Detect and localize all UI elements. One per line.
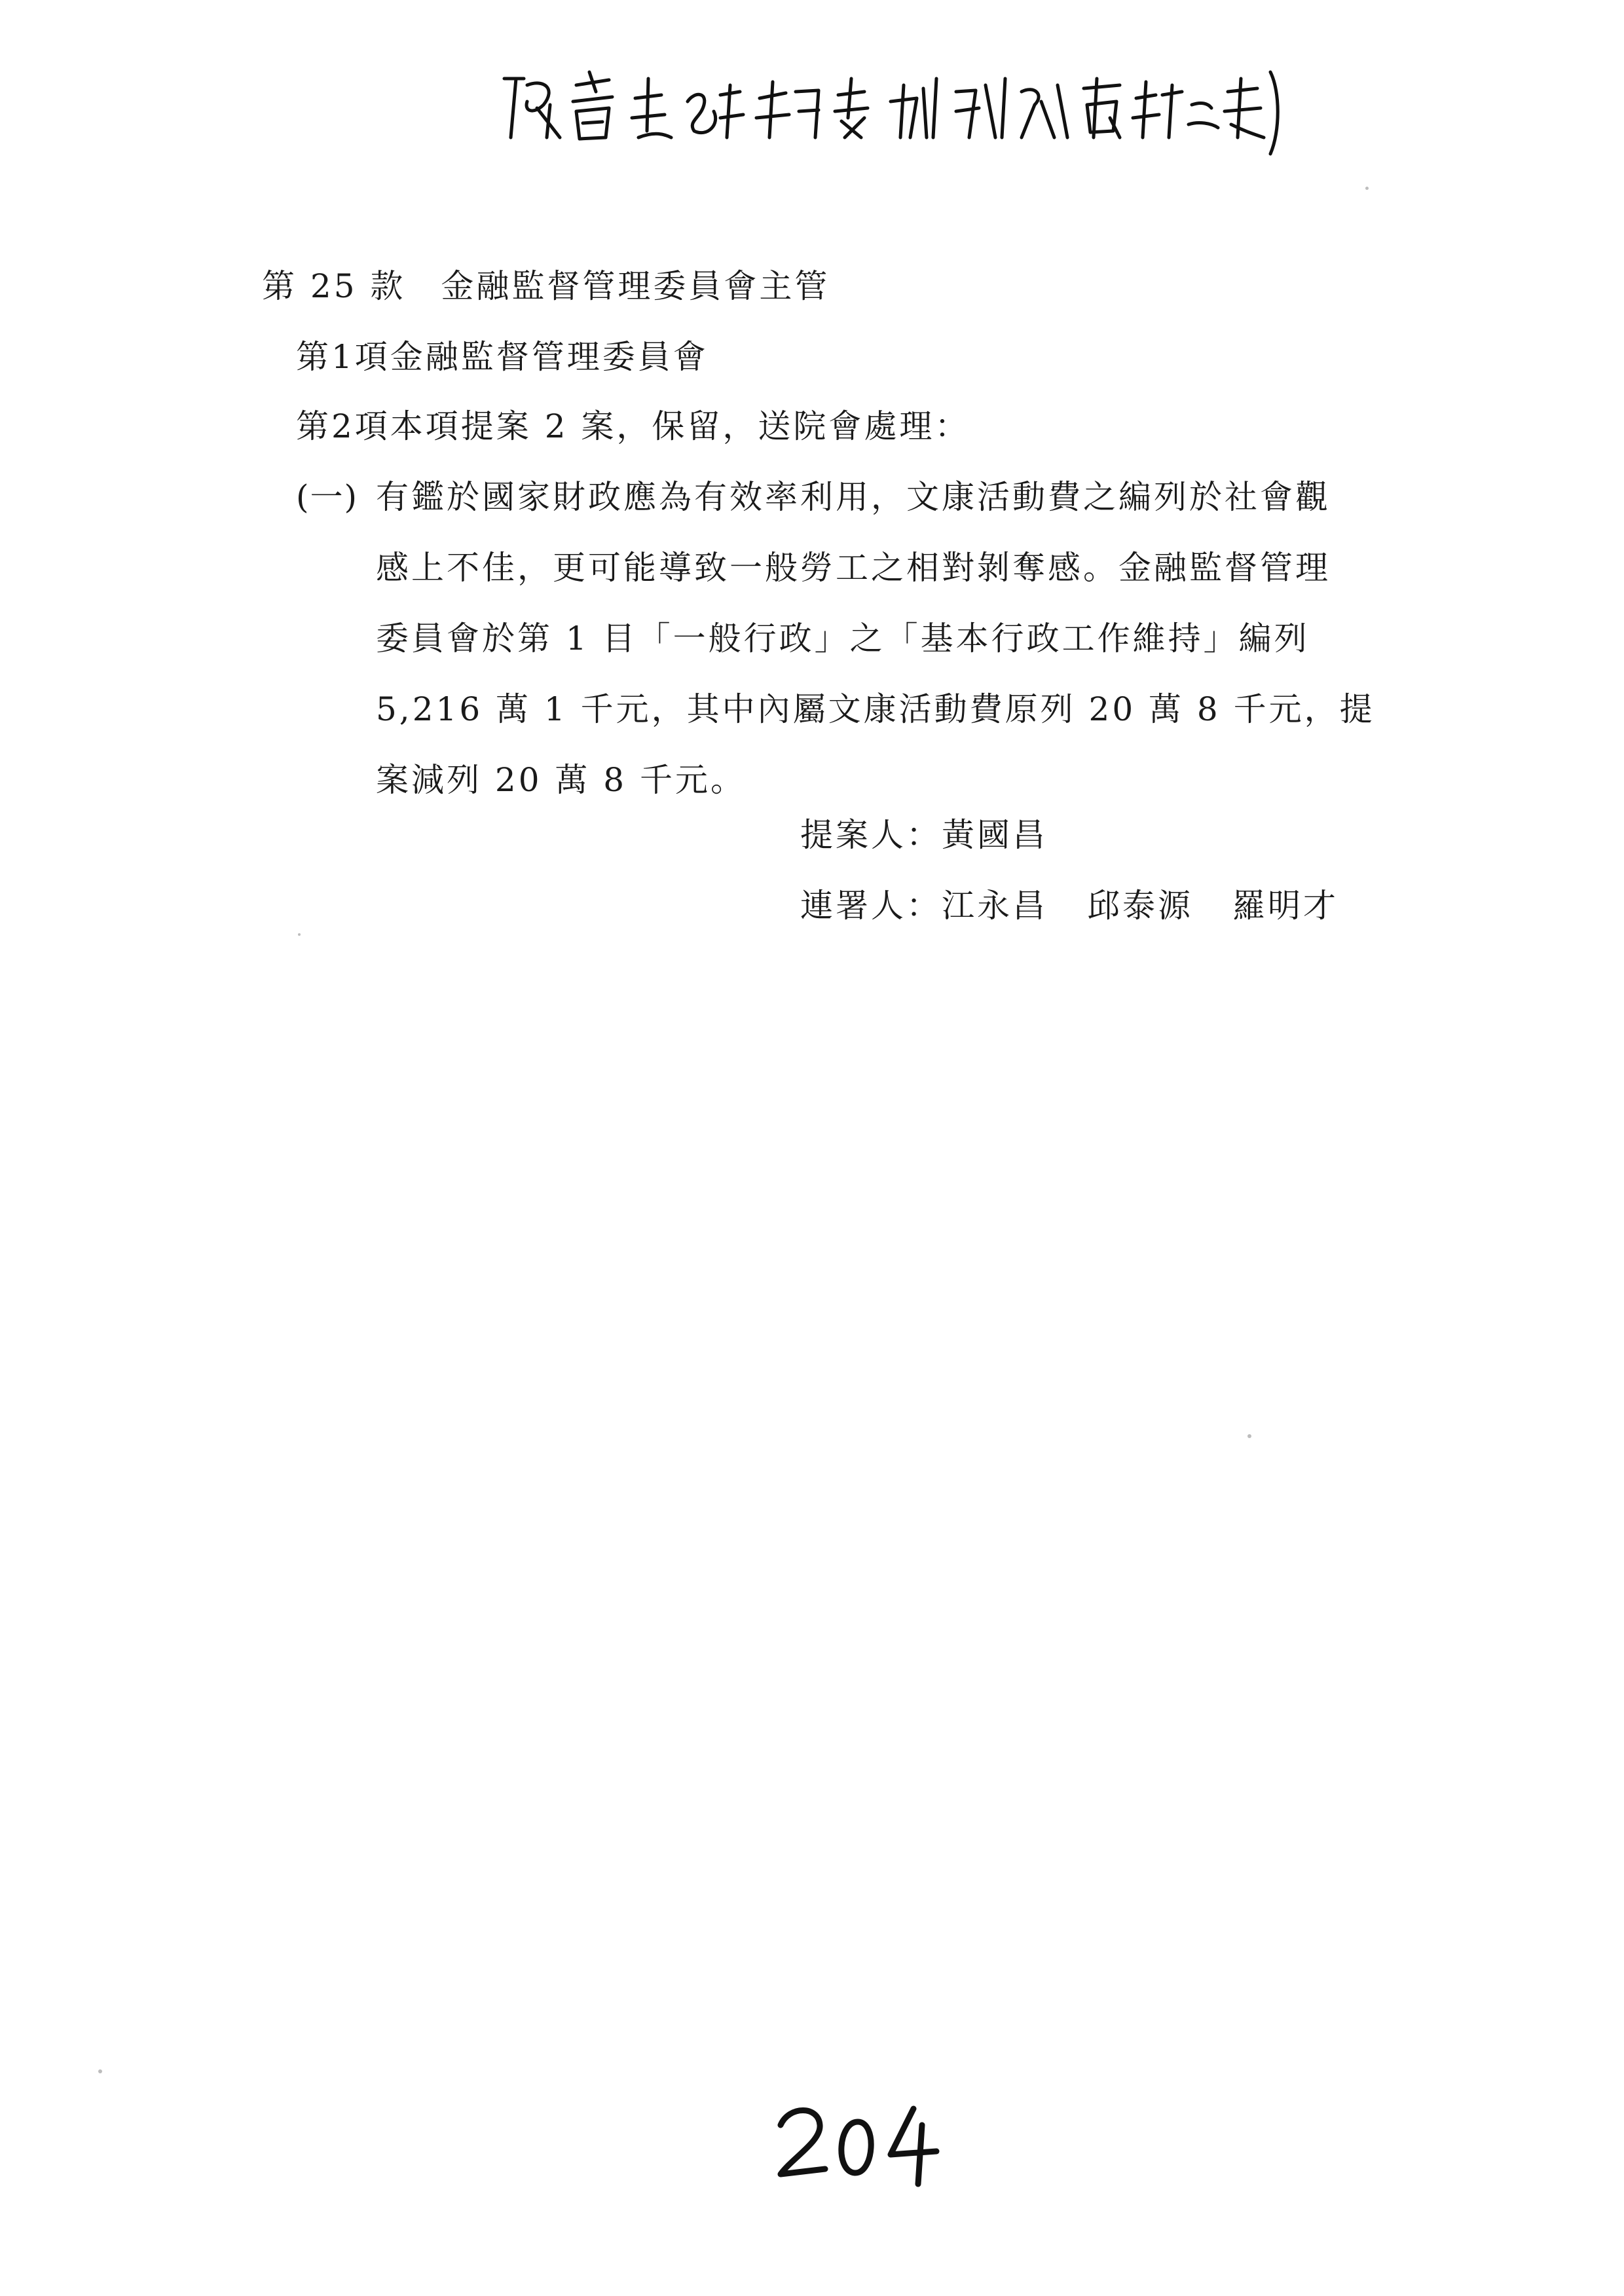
- proposal-line: 有鑑於國家財政應為有效率利用，文康活動費之編列於社會觀: [376, 478, 1331, 516]
- proposal-enum: (一): [296, 478, 359, 516]
- handwritten-page-number: [773, 2096, 943, 2187]
- section-title: 第 25 款 金融監督管理委員會主管: [262, 267, 830, 305]
- proposal-line: 感上不佳，更可能導致一般勞工之相對剝奪感。金融監督管理: [376, 549, 1331, 587]
- cosigner-name: 羅明才: [1232, 887, 1338, 925]
- proposal-line: 案減列 20 萬 8 千元。: [376, 761, 747, 799]
- proposal-line: 5,216 萬 1 千元，其中內屬文康活動費原列 20 萬 8 千元，提: [376, 690, 1375, 728]
- item-2: 第2項本項提案 2 案，保留，送院會處理：: [296, 407, 970, 445]
- proposer-name: 黃國昌: [942, 816, 1048, 854]
- proposer-line: [800, 812, 1048, 858]
- proposal-line: 委員會於第 1 目「一般行政」之「基本行政工作維持」編列: [376, 620, 1310, 657]
- cosigner-name: 邱泰源: [1087, 887, 1193, 925]
- cosigner-name: 江永昌: [942, 887, 1048, 925]
- item-1: 第1項金融監督管理委員會: [296, 338, 709, 376]
- cosigners-line: [800, 883, 1338, 929]
- cosigners-label: 連署人：: [800, 887, 942, 925]
- proposer-label: 提案人：: [800, 816, 942, 854]
